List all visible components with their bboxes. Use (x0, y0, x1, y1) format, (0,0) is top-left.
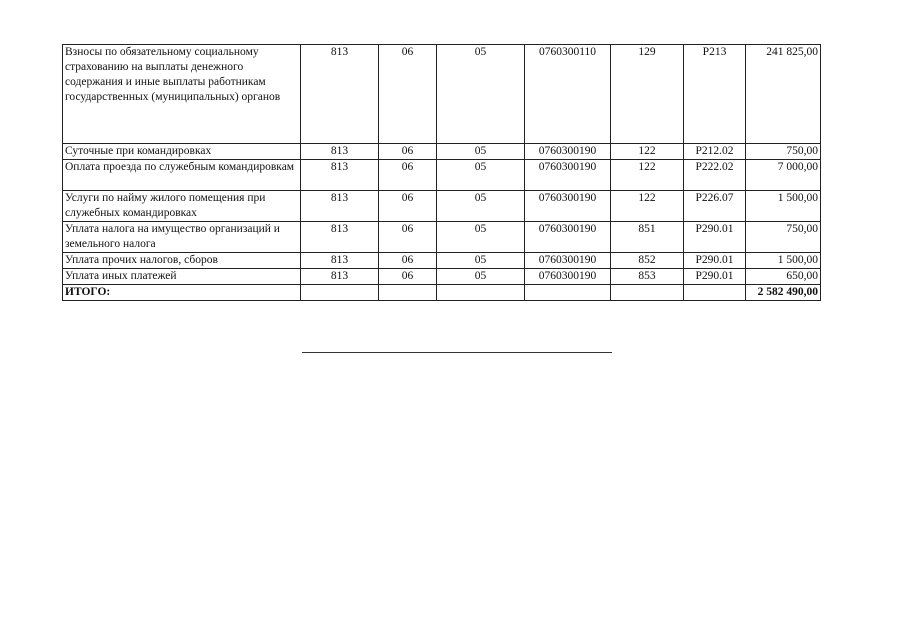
target-article-cell: 0760300190 (525, 191, 611, 222)
ministry-code-cell: 813 (301, 45, 379, 144)
kosgu-cell: P213 (684, 45, 746, 144)
section-code-cell: 06 (379, 222, 437, 253)
kosgu-cell: P212.02 (684, 144, 746, 160)
expense-type-cell: 852 (611, 253, 684, 269)
target-article-cell: 0760300190 (525, 160, 611, 191)
section-code-cell: 06 (379, 144, 437, 160)
empty-cell (379, 285, 437, 301)
kosgu-cell: P290.01 (684, 222, 746, 253)
expense-type-cell: 851 (611, 222, 684, 253)
ministry-code-cell: 813 (301, 160, 379, 191)
kosgu-cell: P290.01 (684, 253, 746, 269)
expense-type-cell: 122 (611, 160, 684, 191)
table-row (63, 191, 821, 222)
ministry-code-cell: 813 (301, 222, 379, 253)
section-code-cell: 06 (379, 160, 437, 191)
expense-type-cell: 122 (611, 191, 684, 222)
amount-cell: 7 000,00 (746, 160, 821, 191)
row-name-cell: Уплата прочих налогов, сборов (63, 253, 301, 269)
target-article-cell: 0760300190 (525, 253, 611, 269)
row-name-cell: Уплата иных платежей (63, 269, 301, 285)
target-article-cell: 0760300190 (525, 144, 611, 160)
subsection-code-cell: 05 (437, 269, 525, 285)
expense-type-cell: 129 (611, 45, 684, 144)
row-name-cell: Оплата проезда по служебным командировкам (63, 160, 301, 191)
total-label: ИТОГО: (63, 285, 301, 301)
expense-type-cell: 853 (611, 269, 684, 285)
ministry-code-cell: 813 (301, 144, 379, 160)
amount-cell: 750,00 (746, 144, 821, 160)
table-row (63, 269, 821, 285)
subsection-code-cell: 05 (437, 144, 525, 160)
ministry-code-cell: 813 (301, 191, 379, 222)
ministry-code-cell: 813 (301, 253, 379, 269)
row-name-cell: Взносы по обязательному социальному страхованию на выплаты денежного содержания и иные выплаты работникам государственных (муниципальных) органов (63, 45, 301, 144)
section-code-cell: 06 (379, 45, 437, 144)
empty-cell (437, 285, 525, 301)
ministry-code-cell: 813 (301, 269, 379, 285)
empty-cell (611, 285, 684, 301)
subsection-code-cell: 05 (437, 253, 525, 269)
empty-cell (301, 285, 379, 301)
section-code-cell: 06 (379, 253, 437, 269)
empty-cell (525, 285, 611, 301)
amount-cell: 1 500,00 (746, 191, 821, 222)
total-row (63, 285, 821, 301)
row-name-cell: Услуги по найму жилого помещения при служебных командировках (63, 191, 301, 222)
row-name-cell: Уплата налога на имущество организаций и земельного налога (63, 222, 301, 253)
table-row (63, 45, 821, 144)
row-name-cell: Суточные при командировках (63, 144, 301, 160)
budget-table (62, 44, 821, 301)
document-end-line (302, 352, 612, 353)
table-row (63, 144, 821, 160)
target-article-cell: 0760300190 (525, 269, 611, 285)
total-amount: 2 582 490,00 (746, 285, 821, 301)
amount-cell: 650,00 (746, 269, 821, 285)
subsection-code-cell: 05 (437, 191, 525, 222)
table-row (63, 160, 821, 191)
target-article-cell: 0760300110 (525, 45, 611, 144)
empty-cell (684, 285, 746, 301)
table-row (63, 222, 821, 253)
section-code-cell: 06 (379, 191, 437, 222)
subsection-code-cell: 05 (437, 45, 525, 144)
amount-cell: 1 500,00 (746, 253, 821, 269)
kosgu-cell: P290.01 (684, 269, 746, 285)
kosgu-cell: P222.02 (684, 160, 746, 191)
table-row (63, 253, 821, 269)
kosgu-cell: P226.07 (684, 191, 746, 222)
subsection-code-cell: 05 (437, 222, 525, 253)
subsection-code-cell: 05 (437, 160, 525, 191)
expense-type-cell: 122 (611, 144, 684, 160)
amount-cell: 750,00 (746, 222, 821, 253)
section-code-cell: 06 (379, 269, 437, 285)
target-article-cell: 0760300190 (525, 222, 611, 253)
amount-cell: 241 825,00 (746, 45, 821, 144)
